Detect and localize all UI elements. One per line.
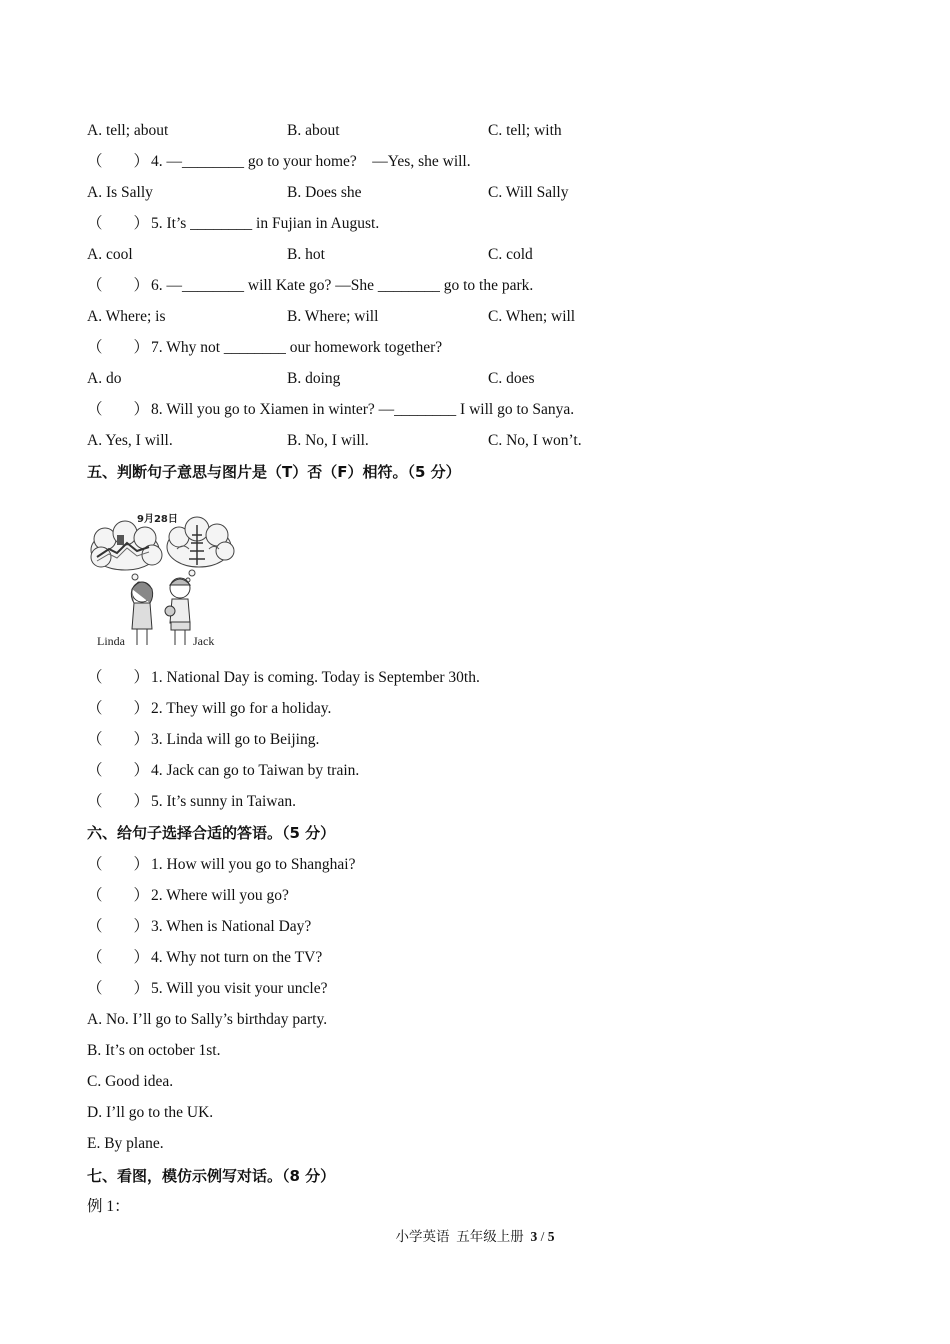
- label-linda: Linda: [97, 634, 125, 648]
- option-c: C. does: [488, 370, 535, 387]
- options-row: [87, 306, 707, 328]
- answer-option-a: A. No. I’ll go to Sally’s birthday party.: [87, 1011, 328, 1028]
- s6-item-3: [87, 916, 311, 938]
- answer-paren[interactable]: （ ）: [87, 339, 150, 356]
- question-6: [87, 275, 533, 297]
- option-a: A. do: [87, 370, 122, 387]
- footer-grade: 五年级上册: [456, 1229, 524, 1244]
- example-label: 例 1：: [87, 1198, 130, 1215]
- answer-option-c: C. Good idea.: [87, 1073, 174, 1090]
- option-b: B. about: [287, 122, 340, 139]
- option-b: B. Does she: [287, 184, 362, 201]
- s6-item-2: [87, 885, 289, 907]
- s5-item-2: [87, 698, 331, 720]
- answer-paren[interactable]: （ ）: [87, 949, 150, 966]
- holiday-illustration: [87, 505, 239, 655]
- footer-separator: /: [540, 1229, 545, 1244]
- s6-item-1: [87, 854, 356, 876]
- answer-paren[interactable]: （ ）: [87, 762, 150, 779]
- s6-item-5: [87, 978, 327, 1000]
- answer-option-b: B. It’s on october 1st.: [87, 1042, 221, 1059]
- statement-text: 2. They will go for a holiday.: [151, 700, 332, 717]
- s5-item-1: [87, 667, 480, 689]
- answer-option-e: E. By plane.: [87, 1135, 164, 1152]
- option-b: B. No, I will.: [287, 432, 369, 449]
- option-a: A. Where; is: [87, 308, 166, 325]
- answer-paren[interactable]: （ ）: [87, 401, 150, 418]
- answer-paren[interactable]: （ ）: [87, 793, 150, 810]
- s5-item-3: [87, 729, 319, 751]
- question-text: 1. How will you go to Shanghai?: [151, 856, 356, 873]
- question-text: 2. Where will you go?: [151, 887, 289, 904]
- boy-jack-icon: [165, 578, 190, 645]
- question-text: 6. —________ will Kate go? —She ________ go to the park.: [151, 277, 534, 294]
- question-8: [87, 399, 574, 421]
- question-5: [87, 213, 379, 235]
- figure-date: 9月28日: [137, 514, 178, 525]
- question-text: 8. Will you go to Xiamen in winter? —________ I will go to Sanya.: [151, 401, 575, 418]
- options-row: [87, 368, 707, 390]
- statement-text: 5. It’s sunny in Taiwan.: [151, 793, 297, 810]
- question-text: 5. Will you visit your uncle?: [151, 980, 328, 997]
- option-b: B. doing: [287, 370, 341, 387]
- options-row: [87, 120, 707, 142]
- question-7: [87, 337, 442, 359]
- options-row: [87, 430, 707, 452]
- answer-paren[interactable]: （ ）: [87, 731, 150, 748]
- section-5-heading: 五、判断句子意思与图片是（T）否（F）相符。（5 分）: [87, 463, 461, 481]
- option-c: C. No, I won’t.: [488, 432, 582, 449]
- question-text: 7. Why not ________ our homework together?: [151, 339, 443, 356]
- answer-paren[interactable]: （ ）: [87, 669, 150, 686]
- footer-page-total: 5: [547, 1229, 555, 1244]
- s5-item-5: [87, 791, 296, 813]
- great-wall-cloud-icon: [91, 521, 162, 570]
- question-4: [87, 151, 471, 173]
- section-6-heading: 六、给句子选择合适的答语。（5 分）: [87, 824, 336, 842]
- option-c: C. cold: [488, 246, 533, 263]
- option-c: C. tell; with: [488, 122, 562, 139]
- s6-item-4: [87, 947, 322, 969]
- option-a: A. tell; about: [87, 122, 169, 139]
- girl-linda-icon: [131, 582, 152, 645]
- option-c: C. Will Sally: [488, 184, 569, 201]
- option-c: C. When; will: [488, 308, 576, 325]
- section-7-heading: 七、看图，模仿示例写对话。（8 分）: [87, 1167, 336, 1185]
- question-text: 5. It’s ________ in Fujian in August.: [151, 215, 380, 232]
- option-b: B. Where; will: [287, 308, 379, 325]
- question-text: 3. When is National Day?: [151, 918, 312, 935]
- answer-paren[interactable]: （ ）: [87, 887, 150, 904]
- s5-item-4: [87, 760, 359, 782]
- options-row: [87, 182, 707, 204]
- answer-option-d: D. I’ll go to the UK.: [87, 1104, 214, 1121]
- statement-text: 4. Jack can go to Taiwan by train.: [151, 762, 360, 779]
- option-a: A. cool: [87, 246, 133, 263]
- answer-paren[interactable]: （ ）: [87, 153, 150, 170]
- question-text: 4. —________ go to your home? —Yes, she will.: [151, 153, 471, 170]
- answer-paren[interactable]: （ ）: [87, 277, 150, 294]
- answer-paren[interactable]: （ ）: [87, 918, 150, 935]
- footer-subject: 小学英语: [395, 1229, 450, 1244]
- option-b: B. hot: [287, 246, 325, 263]
- answer-paren[interactable]: （ ）: [87, 856, 150, 873]
- page-footer: [0, 1227, 950, 1247]
- statement-text: 3. Linda will go to Beijing.: [151, 731, 320, 748]
- options-row: [87, 244, 707, 266]
- footer-page-number: 3: [530, 1229, 538, 1244]
- option-a: A. Is Sally: [87, 184, 153, 201]
- question-text: 4. Why not turn on the TV?: [151, 949, 323, 966]
- option-a: A. Yes, I will.: [87, 432, 173, 449]
- label-jack: Jack: [193, 634, 215, 648]
- answer-paren[interactable]: （ ）: [87, 215, 150, 232]
- answer-paren[interactable]: （ ）: [87, 980, 150, 997]
- answer-paren[interactable]: （ ）: [87, 700, 150, 717]
- statement-text: 1. National Day is coming. Today is September 30th.: [151, 669, 480, 686]
